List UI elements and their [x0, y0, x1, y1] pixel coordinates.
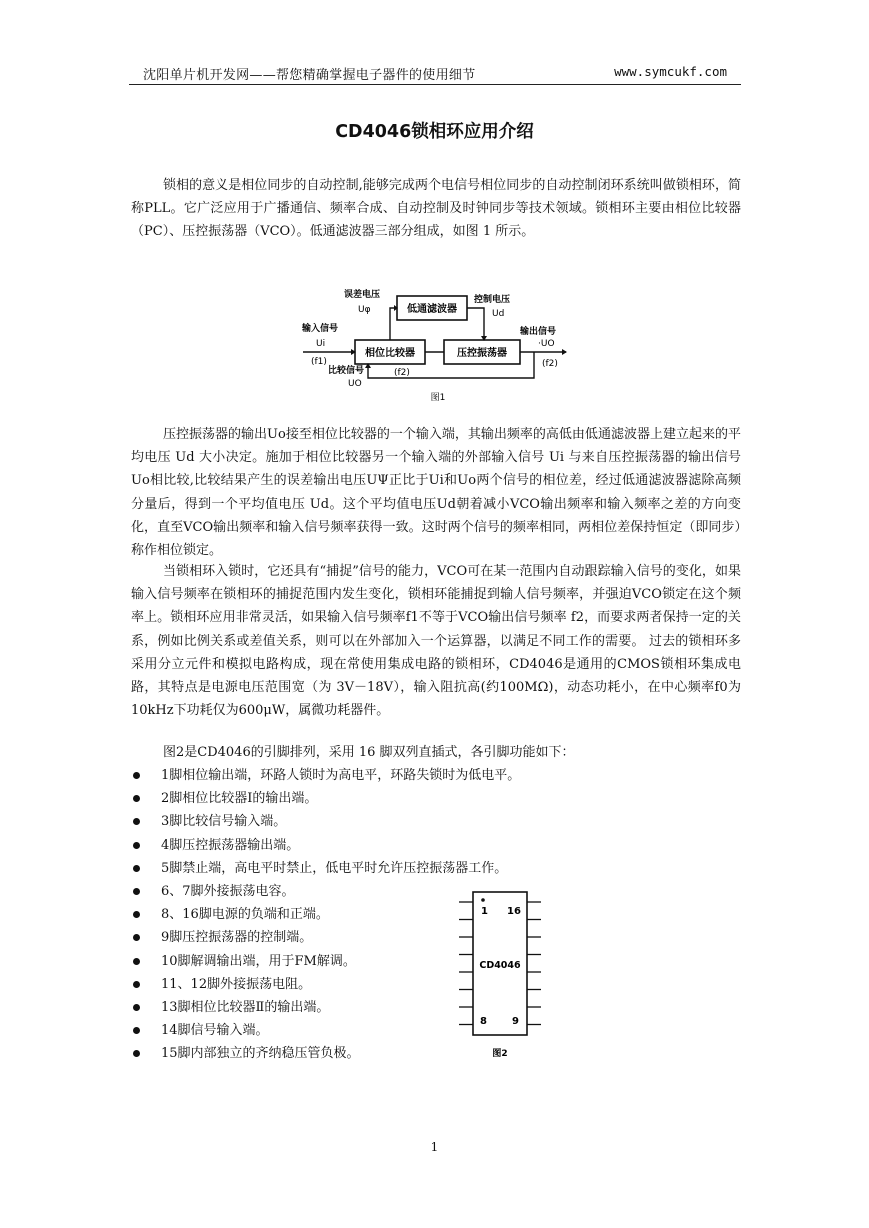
- list-item: 4脚压控振荡器输出端。: [131, 834, 551, 857]
- output-frequency: (f2): [542, 359, 558, 369]
- error-path: [390, 308, 397, 340]
- lpf-label: 低通滤波器: [407, 304, 457, 315]
- list-item: 3脚比较信号输入端。: [131, 810, 551, 833]
- list-item: 2脚相位比较器Ⅰ的输出端。: [131, 787, 551, 810]
- pin1-marker: [481, 898, 485, 902]
- list-item: 5脚禁止端，高电平时禁止，低电平时允许压控振荡器工作。: [131, 857, 551, 880]
- list-item: 13脚相位比较器Ⅱ的输出端。: [131, 996, 551, 1019]
- bullet-icon: [133, 795, 140, 802]
- right-pins: [527, 902, 541, 1025]
- bullet-icon: [133, 981, 140, 988]
- bullet-icon: [133, 911, 140, 918]
- list-item: 1脚相位输出端，环路人锁时为高电平，环路失锁时为低电平。: [131, 764, 551, 787]
- pin1-label: 1: [481, 906, 488, 917]
- bullet-icon: [133, 888, 140, 895]
- paragraph-vco-operation: 压控振荡器的输出Uo接至相位比较器的一个输入端，其输出频率的高低由低通滤波器上建立起来的平均电压 Ud 大小决定。施加于相位比较器另一个输入端的外部输入信号 Ui 与来自压控振荡器的输出信号Uo相比较,比较结果产生的误差输出电压UΨ正比于Ui和Uo两个信号的相位差，经过低通滤波器滤除高频分量后，得到一个平均值电压 Ud。这个平均值电压Ud朝着减小VCO输出频率和输入频率之差的方向变化，直至VCO输出频率和输入信号频率获得一致。这时两个信号的频率相同，两相位差保持恒定（即同步）称作相位锁定。: [131, 427, 741, 559]
- compare-signal-label: 比较信号: [328, 366, 365, 376]
- paragraph-pin-intro: 图2是CD4046的引脚排列，采用 16 脚双列直插式，各引脚功能如下：: [163, 745, 575, 760]
- error-voltage-symbol: Uφ: [358, 305, 371, 315]
- bullet-icon: [133, 958, 140, 965]
- compare-signal-symbol: UO: [348, 379, 362, 389]
- figure-2-cd4046-pinout: [455, 884, 545, 1062]
- left-pins: [459, 902, 473, 1025]
- list-item: 6、7脚外接振荡电容。: [131, 880, 551, 903]
- control-voltage-label: 控制电压: [474, 295, 511, 305]
- input-signal-label: 输入信号: [302, 324, 339, 334]
- list-item: 14脚信号输入端。: [131, 1019, 551, 1042]
- paragraph-intro: 锁相的意义是相位同步的自动控制,能够完成两个电信号相位同步的自动控制闭环系统叫做锁相环，简称PLL。它广泛应用于广播通信、频率合成、自动控制及时钟同步等技术领域。锁相环主要由相位比较器（PC）、压控振荡器（VCO）。低通滤波器三部分组成，如图 1 所示。: [131, 178, 741, 240]
- output-signal-label: 输出信号: [520, 327, 557, 337]
- input-frequency: (f1): [311, 357, 327, 367]
- pc-label: 相位比较器: [365, 348, 415, 359]
- bullet-icon: [133, 772, 140, 779]
- bullet-icon: [133, 1027, 140, 1034]
- pin8-label: 8: [480, 1016, 487, 1027]
- output-signal-symbol: ·UO: [538, 339, 555, 349]
- bullet-icon: [133, 1004, 140, 1011]
- bullet-icon: [133, 934, 140, 941]
- compare-frequency: (f2): [394, 368, 410, 378]
- bullet-icon: [133, 818, 140, 825]
- list-item: 10脚解调输出端，用于FM解调。: [131, 950, 551, 973]
- bullet-icon: [133, 1050, 140, 1057]
- header-url: www.symcukf.com: [614, 64, 727, 79]
- input-signal-symbol: Ui: [316, 339, 326, 349]
- figure-1-caption: 图1: [430, 393, 446, 403]
- bullet-icon: [133, 865, 140, 872]
- page-header: [129, 62, 741, 85]
- control-path: [467, 308, 484, 340]
- figure-2-caption: 图2: [492, 1049, 508, 1059]
- list-item: 11、12脚外接振荡电阻。: [131, 973, 551, 996]
- paragraph-lock-capture: 当锁相环入锁时，它还具有“捕捉”信号的能力，VCO可在某一范围内自动跟踪输入信号的变化，如果输入信号频率在锁相环的捕捉范围内发生变化，锁相环能捕捉到输人信号频率，并强迫VCO锁定在这个频率上。锁相环应用非常灵活，如果输入信号频率f1不等于VCO输出信号频率 f2，而要求两者保持一定的关系，例如比例关系或差值关系，则可以在外部加入一个运算器，以满足不同工作的需要。 过去的锁相环多采用分立元件和模拟电路构成，现在常使用集成电路的锁相环，CD4046是通用的CMOS锁相环集成电路，其特点是电源电压范围宽（为 3V－18V），输入阻抗高(约100MΩ)，动态功耗小，在中心频率f0为10kHz下功耗仅为600μW，属微功耗器件。: [131, 564, 741, 719]
- chip-name: CD4046: [479, 960, 521, 971]
- list-item: 8、16脚电源的负端和正端。: [131, 903, 551, 926]
- bullet-icon: [133, 842, 140, 849]
- header-site-title: 沈阳单片机开发网——帮您精确掌握电子器件的使用细节: [143, 68, 476, 83]
- pin16-label: 16: [507, 906, 521, 917]
- list-item: 15脚内部独立的齐纳稳压管负极。: [131, 1042, 551, 1065]
- vco-label: 压控振荡器: [457, 348, 507, 359]
- figure-1-pll-block-diagram: [298, 282, 576, 412]
- error-voltage-label: 误差电压: [344, 290, 381, 300]
- control-voltage-symbol: Ud: [492, 309, 505, 319]
- page-number: 1: [430, 1140, 439, 1154]
- document-title: CD4046锁相环应用介绍: [335, 122, 534, 142]
- pin9-label: 9: [512, 1016, 519, 1027]
- list-item: 9脚压控振荡器的控制端。: [131, 926, 551, 949]
